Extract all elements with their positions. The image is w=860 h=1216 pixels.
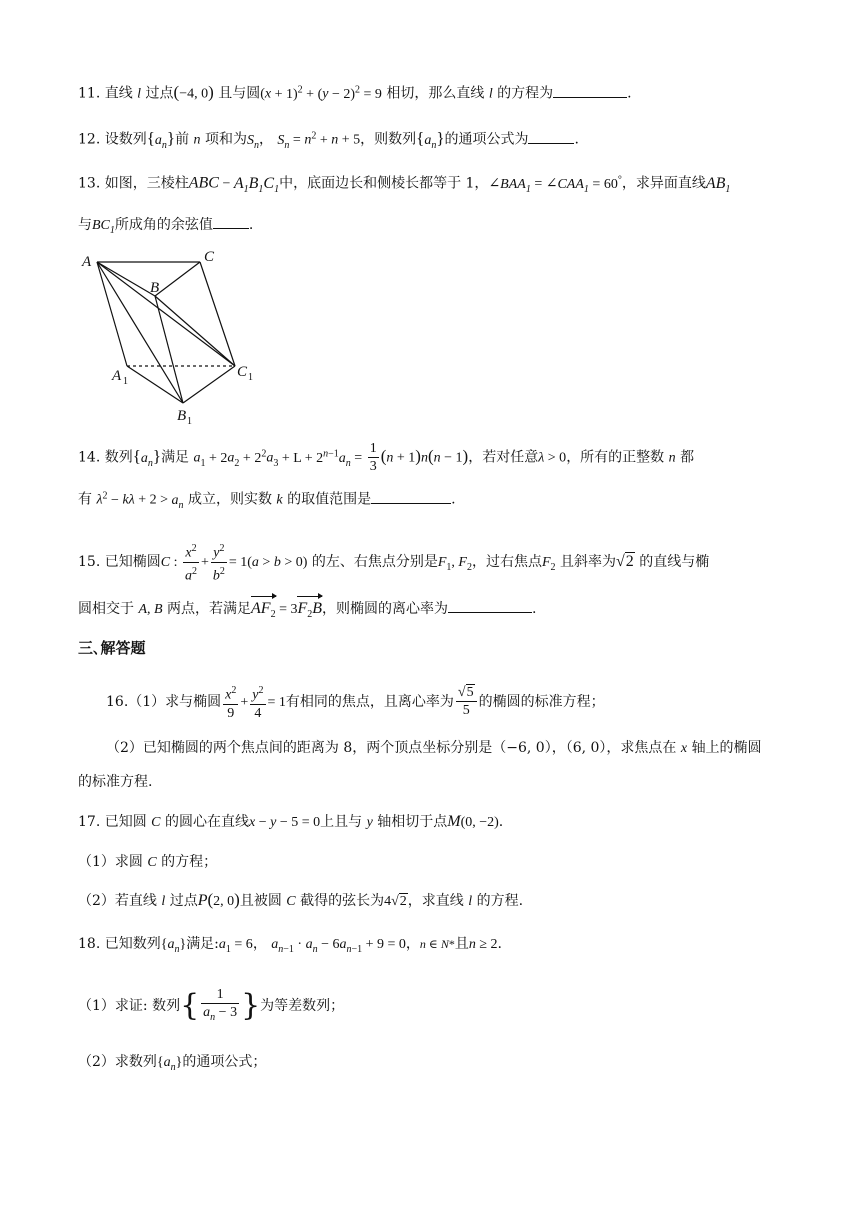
section-heading: 三､解答题: [78, 639, 146, 657]
vertex-label-C1-sub: 1: [248, 372, 253, 383]
question-14-cont: 有 $\lambda^2 - k\lambda + 2 > a_n$ 成立，则实数 k 的取值范围是 .: [78, 490, 456, 511]
question-12: 12. 设数列$\{a_n\}$前 n 项和为$S_n$， $S_n = n^2 + n + 5$，则数列$\{a_n\}$的通项公式为 .: [78, 128, 579, 151]
vertex-label-B: B: [150, 280, 160, 296]
vertex-label-B1: B: [177, 408, 187, 424]
question-17-sub1: （1）求圆 C 的方程；: [78, 854, 218, 870]
question-18-sub2: （2）求数列$\{a_n\}$的通项公式；: [78, 1054, 267, 1073]
question-18: 18. 已知数列$\{a_n\}$满足$:a_1 = 6$， $a_{n-1} \cdot a_n - 6a_{n-1} + 9 = 0$，n ∈ N*且n ≥ 2.: [78, 936, 502, 955]
question-number: 15.: [78, 554, 101, 571]
vertex-label-A: A: [82, 254, 92, 270]
answer-blank: [371, 489, 451, 504]
question-13-cont: 与$BC_1$所成角的余弦值 .: [78, 214, 253, 241]
question-number: 17.: [78, 814, 101, 830]
question-17-sub2: （2）若直线 l 过点P(2, 0)且被圆 C 截得的弦长为4√2，求直线 l 的方程.: [78, 890, 524, 909]
answer-blank: [528, 129, 574, 144]
answer-blank: [553, 83, 627, 98]
question-15-cont: 圆相交于 A, B 两点，若满足$AF_2 = 3F_2B$，则椭圆的离心率为 .: [78, 598, 537, 625]
answer-blank: [213, 214, 249, 229]
prism-figure: [80, 246, 270, 426]
question-14: 14. 数列$\{a_n\}$满足 $a_1 + 2a_2 + 2^2a_3 + L + 2^{n-1}a_n$ = $\frac{1}{3}$ (n + 1)n(n − 1)，若对任意λ > 0，所有的正整数 n 都: [78, 441, 695, 474]
question-18-sub1: （1）求证: 数列{ $\frac{1}{a_n - 3}$ }为等差数列；: [78, 987, 345, 1023]
question-number: 12.: [78, 131, 101, 148]
question-16-part2-cont: 的标准方程.: [78, 774, 153, 790]
question-number: 18.: [78, 936, 101, 952]
question-16-part1: 16.（1）求与椭圆 $\frac{x^2}{9}$ + $\frac{y^2}{4}$ = 1有相同的焦点，且离心率为 $\frac{√5}{5}$ 的椭圆的标准方程；: [106, 682, 605, 722]
question-11: 11. 直线 l 过点(−4, 0) 且与圆$(x + 1)^2 + (y - 2)^2 = 9$ 相切，那么直线 l 的方程为 .: [78, 82, 632, 102]
vertex-label-A1: A: [112, 368, 122, 384]
question-number: 13.: [78, 175, 101, 192]
vertex-label-C1: C: [237, 364, 248, 380]
question-17: 17. 已知圆 C 的圆心在直线x − y − 5 = 0上且与 y 轴相切于点M(0, −2).: [78, 813, 504, 830]
question-15: 15. 已知椭圆C : $\frac{x^2}{a^2}$ + $\frac{y^2}{b^2}$ = 1(a > b > 0) 的左、右焦点分别是$F_1$, $F_2$，过右焦点$F_2$ 且斜率为√2 的直线与椭: [78, 540, 709, 584]
vertex-label-B1-sub: 1: [187, 416, 192, 426]
vertex-label-C: C: [204, 249, 215, 265]
question-13: 13. 如图，三棱柱ABC − $A_1B_1C_1$中，底面边长和侧棱长都等于 1，$\angle BAA_1$ = $\angle CAA_1 = 60^\circ$，求异面直线$AB_1$: [78, 174, 731, 195]
answer-blank: [448, 598, 532, 613]
question-number: 14.: [78, 449, 101, 466]
question-16-part2: （2）已知椭圆的两个焦点间的距离为 8，两个顶点坐标分别是（−6, 0），（6, 0），求焦点在 x 轴上的椭圆: [106, 740, 762, 756]
question-number: 11.: [78, 85, 101, 102]
vertex-label-A1-sub: 1: [123, 376, 128, 387]
